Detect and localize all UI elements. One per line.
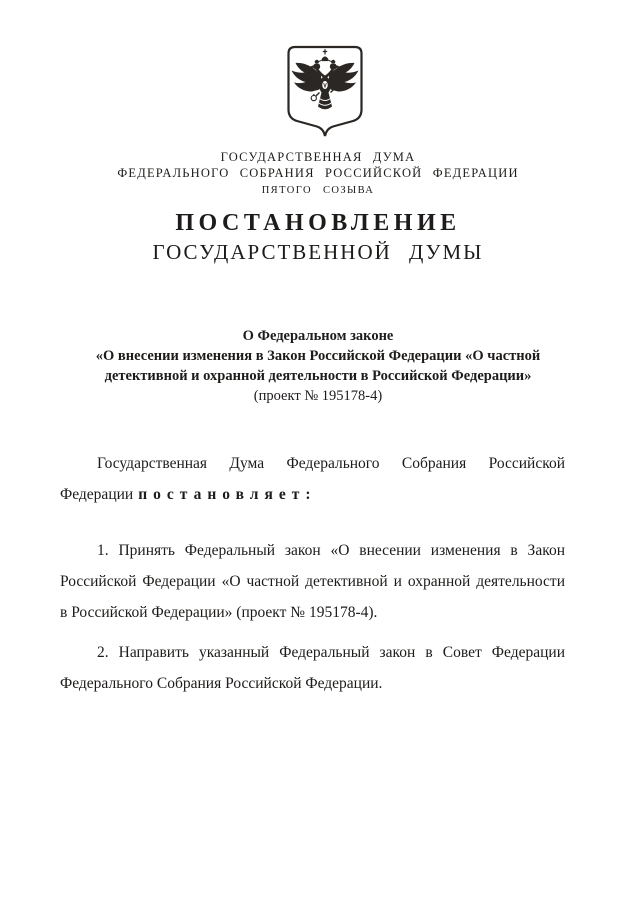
convocation-line: ПЯТОГО СОЗЫВА xyxy=(261,185,375,196)
document-header xyxy=(60,150,576,264)
coat-of-arms-emblem xyxy=(287,45,363,138)
item-1-line-2: Российской Федерации «О частной детективной и охранной деятельности xyxy=(60,573,565,590)
subject-line-3: детективной и охранной деятельности в Российской Федерации» xyxy=(104,368,532,384)
preamble-line-2-text: Федерации xyxy=(60,486,134,503)
preamble-line-1: Государственная Дума Федерального Собрания Российской xyxy=(97,455,565,472)
resolution-item-1 xyxy=(60,535,565,628)
subject-project-number: (проект № 195178-4) xyxy=(253,388,383,404)
issuing-assembly: ФЕДЕРАЛЬНОГО СОБРАНИЯ РОССИЙСКОЙ ФЕДЕРАЦИИ xyxy=(117,165,519,180)
item-2-line-1: 2. Направить указанный Федеральный закон в Совет Федерации xyxy=(97,644,565,661)
double-headed-eagle-icon xyxy=(287,45,363,138)
item-1-line-3: в Российской Федерации» (проект № 195178-4). xyxy=(60,604,378,621)
document-type-title: ПОСТАНОВЛЕНИЕ xyxy=(175,210,461,236)
resolution-subject xyxy=(60,326,576,406)
item-1-line-1: 1. Принять Федеральный закон «О внесении изменения в Закон xyxy=(97,542,565,559)
resolves-emphasis: постановляет: xyxy=(138,486,317,503)
preamble-line-2 xyxy=(60,479,565,510)
resolution-item-2 xyxy=(60,637,565,699)
subject-line-1: О Федеральном законе xyxy=(242,328,394,344)
item-2-line-2: Федерального Собрания Российской Федерации. xyxy=(60,675,383,692)
subject-line-2: «О внесении изменения в Закон Российской Федерации «О частной xyxy=(95,348,541,364)
resolution-body xyxy=(60,448,565,699)
document-issuer-subtitle: ГОСУДАРСТВЕННОЙ ДУМЫ xyxy=(152,240,484,264)
issuing-chamber: ГОСУДАРСТВЕННАЯ ДУМА xyxy=(220,150,416,164)
preamble-paragraph xyxy=(60,448,565,510)
